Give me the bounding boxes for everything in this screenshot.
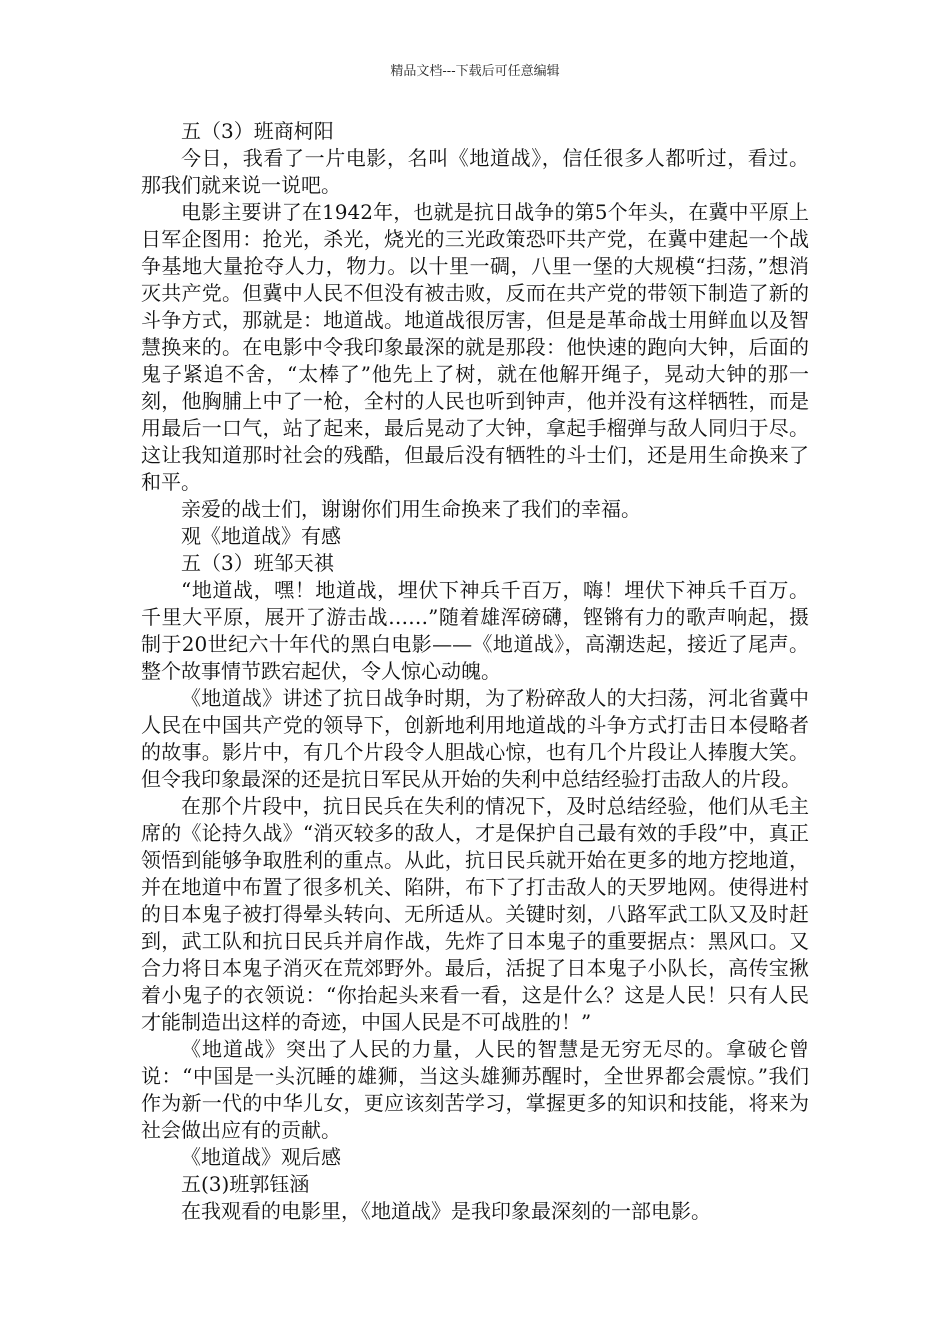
author-line: 五(3)班郭钰涵 bbox=[181, 1172, 310, 1196]
essay-title: 《地道战》观后感 bbox=[181, 1145, 341, 1169]
essay-title: 观《地道战》有感 bbox=[181, 524, 341, 548]
body-paragraph: 《地道战》突出了人民的力量，人民的智慧是无穷无尽的。拿破仑曾说：“中国是一头沉睡的雄狮，当这头雄狮苏醒时，全世界都会震惊。”我们作为新一代的中华儿女，更应该刻苦学习，掌握更多的知识和技能，将来为社会做出应有的贡献。 bbox=[141, 1037, 809, 1142]
body-paragraph: 在我观看的电影里，《地道战》是我印象最深刻的一部电影。 bbox=[181, 1199, 711, 1223]
body-paragraph: 《地道战》讲述了抗日战争时期，为了粉碎敌人的大扫荡，河北省冀中人民在中国共产党的领导下，创新地利用地道战的斗争方式打击日本侵略者的故事。影片中，有几个片段令人胆战心惊，也有几个片段让人捧腹大笑。但令我印象最深的还是抗日军民从开始的失利中总结经验打击敌人的片段。 bbox=[141, 686, 809, 791]
body-paragraph: 亲爱的战士们，谢谢你们用生命换来了我们的幸福。 bbox=[181, 497, 641, 521]
body-paragraph: 电影主要讲了在1942年，也就是抗日战争的第5个年头，在冀中平原上日军企图用：抢光，杀光，烧光的三光政策恐吓共产党，在冀中建起一个战争基地大量抢夺人力，物力。以十里一碉，八里一堡的大规模“扫荡，”想消灭共产党。但冀中人民不但没有被击败，反而在共产党的带领下制造了新的斗争方式，那就是：地道战。地道战很厉害，但是是革命战士用鲜血以及智慧换来的。在电影中令我印象最深的就是那段：他快速的跑向大钟，后面的鬼子紧追不舍，“太棒了”他先上了树，就在他解开绳子，晃动大钟的那一刻，他胸脯上中了一枪，全村的人民也听到钟声，他并没有这样牺牲，而是用最后一口气，站了起来，最后晃动了大钟，拿起手榴弹与敌人同归于尽。这让我知道那时社会的残酷，但最后没有牺牲的斗士们，还是用生命换来了和平。 bbox=[141, 200, 809, 494]
body-paragraph: 在那个片段中，抗日民兵在失利的情况下，及时总结经验，他们从毛主席的《论持久战》“消灭较多的敌人，才是保护自己最有效的手段”中，真正领悟到能够争取胜利的重点。从此，抗日民兵就开始在更多的地方挖地道，并在地道中布置了很多机关、陷阱，布下了打击敌人的天罗地网。使得进村的日本鬼子被打得晕头转向、无所适从。关键时刻，八路军武工队又及时赶到，武工队和抗日民兵并肩作战，先炸了日本鬼子的重要据点：黑风口。又合力将日本鬼子消灭在荒郊野外。最后，活捉了日本鬼子小队长，高传宝揪着小鬼子的衣领说：“你抬起头来看一看，这是什么？这是人民！只有人民才能制造出这样的奇迹，中国人民是不可战胜的！” bbox=[141, 794, 809, 1034]
body-paragraph: “地道战，嘿！地道战，埋伏下神兵千百万，嗨！埋伏下神兵千百万。千里大平原，展开了游击战……”随着雄浑磅礴，铿锵有力的歌声响起，摄制于20世纪六十年代的黑白电影——《地道战》，高潮迭起，接近了尾声。整个故事情节跌宕起伏，令人惊心动魄。 bbox=[141, 578, 809, 683]
page-header: 精品文档---下载后可任意编辑 bbox=[390, 64, 560, 79]
author-line: 五（3）班商柯阳 bbox=[181, 119, 334, 143]
document-body bbox=[141, 118, 809, 1225]
body-paragraph: 今日，我看了一片电影，名叫《地道战》，信任很多人都听过，看过。那我们就来说一说吧。 bbox=[141, 146, 809, 197]
author-line: 五（3）班邹天祺 bbox=[181, 551, 334, 575]
